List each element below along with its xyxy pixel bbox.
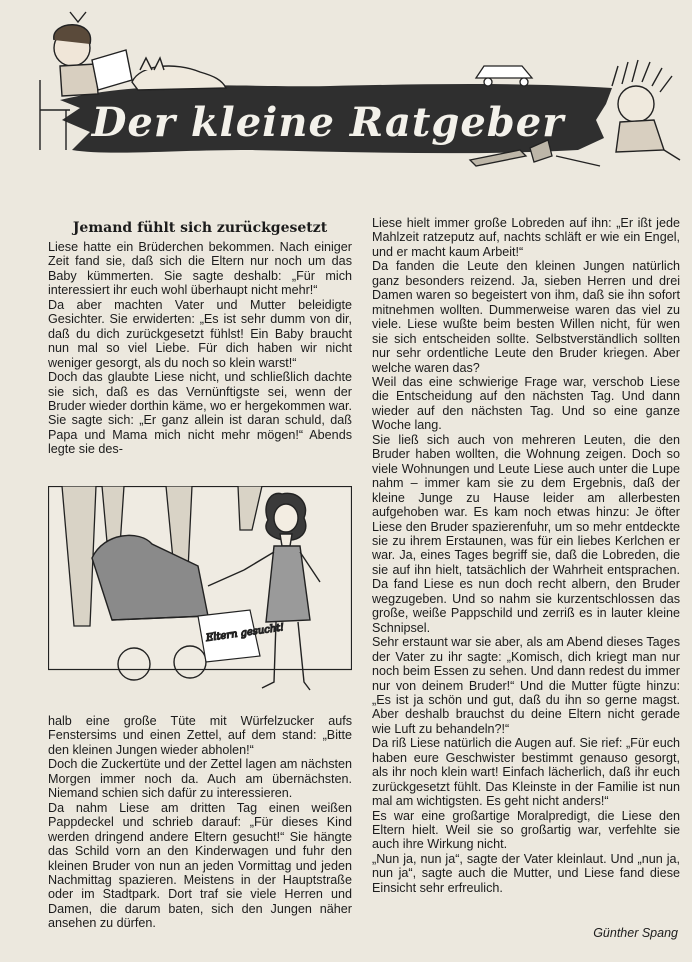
paragraph: Es war eine großartige Moralpredigt, die Liese den Eltern hielt. Weil sie so großartig war, verfehlte sie auch ihre Wirkung nicht. [372, 808, 680, 852]
paragraph: halb eine große Tüte mit Würfelzucker aufs Fenstersims und einen Zettel, auf dem stand: „Bitte den kleinen Jungen wieder abholen!“ [48, 714, 352, 757]
girl-with-pram-illustration [48, 486, 352, 702]
author-signature: Günther Spang [593, 926, 678, 940]
paragraph: Da aber machten Vater und Mutter beleidigte Gesichter. Sie erwiderten: „Es ist sehr dumm von dir, daß du dich zurückgesetzt fühlst! Ein Baby braucht nun mal so viel Liebe. Für dich haben wir nicht weniger gesorgt, als du noch so klein warst!“ [48, 297, 352, 370]
paragraph: „Nun ja, nun ja“, sagte der Vater kleinlaut. Und „nun ja, nun ja“, sagte auch die Mutter, und Liese fand diese Einsicht sehr erfreulich. [372, 851, 680, 895]
cat-figure [132, 58, 226, 90]
toy-car-figure [476, 66, 532, 86]
paragraph: Weil das eine schwierige Frage war, verschob Liese die Entscheidung auf den nächsten Tag. Und dann wieder auf den nächsten Tag. Und so eine ganze Woche lang. [372, 374, 680, 433]
paragraph: Liese hatte ein Brüderchen bekommen. Nach einiger Zeit fand sie, daß sich die Eltern nur noch um das Baby kümmerten. Sie sagte deshalb: „Für mich interessiert ihr euch wohl überhaupt nicht mehr!“ [48, 240, 352, 298]
right-column [372, 216, 680, 895]
paragraph: Sehr erstaunt war sie aber, als am Abend dieses Tages der Vater zu ihr sagte: „Komisch, dich kriegt man nur noch beim Essen zu sehen. Und dann redest du immer nur von deinem Bruder!“ Und die Mutter fügte hinzu: „Es ist ja schön und gut, daß du ihn so gerne magst. Aber deshalb brauchst du deine Eltern nicht gerade wie Luft zu behandeln?!“ [372, 635, 680, 736]
paragraph: Doch das glaubte Liese nicht, und schließlich dachte sie sich, daß es das Vernünftigste sei, wenn der Bruder wieder dorthin käme, wo er hergekommen war. Sie sagte sich: „Er ganz allein ist daran schuld, daß Papa und Mama mich nicht mehr mögen!“ Abends legte sie des- [48, 370, 352, 457]
left-column-bottom [48, 714, 352, 931]
paragraph: Da riß Liese natürlich die Augen auf. Sie rief: „Für euch haben eure Geschwister bestimmt genauso gesorgt, als ihr noch klein wart! Einfach lächerlich, daß ihr euch zurückgesetzt fühlt. Das Kleinste in der Familie ist nun mal am wichtigsten. Es geht nicht anders!“ [372, 736, 680, 809]
pram-sign-text: Eltern gesucht! [205, 622, 285, 645]
left-column-top [48, 240, 352, 457]
paragraph: Da fanden die Leute den kleinen Jungen natürlich ganz besonders reizend. Ja, sieben Herren und drei Damen waren so begeistert von ihm, daß sie ihn sofort mitnehmen wollten. Dummerweise waren das viel zu viele. Liese wußte beim besten Willen nicht, für wen sie sich entscheiden sollte. Selbstverständlich sollten nur sehr ordentliche Leute den Bruder kriegen. Aber welche waren das? [372, 259, 680, 375]
page-title: Der kleine Ratgeber [91, 98, 565, 146]
paragraph: Doch die Zuckertüte und der Zettel lagen am nächsten Morgen immer noch da. Auch am übernächsten. Niemand schien sich dafür zu interessieren. [48, 757, 352, 801]
paragraph: Liese hielt immer große Lobreden auf ihn: „Er ißt jede Mahlzeit ratzeputz auf, nachts schläft er wie ein Engel, und er macht kaum Arbeit!“ [372, 216, 680, 259]
boy-headdress-figure [612, 60, 680, 160]
article-title: Jemand fühlt sich zurückgesetzt [72, 220, 328, 236]
paragraph: Da nahm Liese am dritten Tag einen weißen Pappdeckel und schrieb darauf: „Für dieses Kind werden dringend andere Eltern gesucht!“ Sie hängte das Schild vorn an den Kinderwagen und fuhr den kleinen Bruder von nun an jeden Vormittag und jeden Nachmittag spazieren. Meistens in der Hauptstraße oder im Stadtpark. Dort traf sie viele Herren und Damen, die darum baten, sich den Jungen näher ansehen zu dürfen. [48, 800, 352, 931]
paragraph: Sie ließ sich auch von mehreren Leuten, die den Bruder haben wollten, die Wohnung zeigen. Doch so viele Wohnungen und Leute Liese auch unter die Lupe nahm – immer kam sie zu dem Ergebnis, daß der kleine Junge zu Hause leider am allerbesten aufgehoben war. Es kam noch etwas hinzu: Je öfter Liese den Bruder spazierenfuhr, um so mehr entdeckte sie zu ihrem Erstaunen, was für ein liebes Kerlchen er war. Ja, eines Tages begriff sie, daß die Lobreden, die sie auf ihn hielt, tatsächlich der Wahrheit entsprachen. Da fand Liese es nun doch recht albern, den Bruder wegzugeben. Und so nahm sie kurzentschlossen das große, weiße Pappschild und zerriß es in lauter kleine Schnipsel. [372, 432, 680, 635]
